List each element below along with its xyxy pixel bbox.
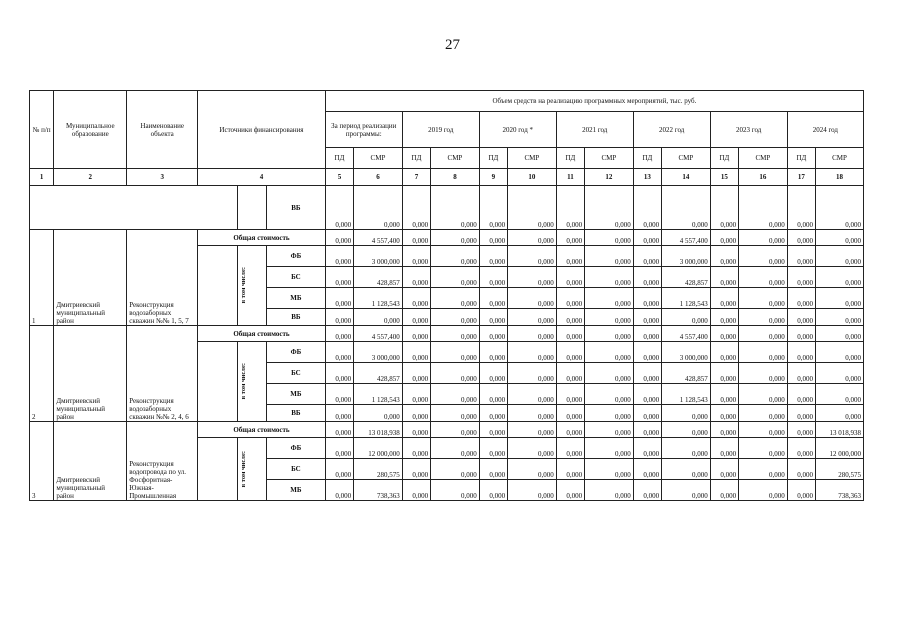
value-cell: 0,000	[508, 422, 557, 438]
sub-header: СМР	[431, 148, 480, 169]
value-cell: 0,000	[787, 246, 815, 267]
value-cell: 0,000	[556, 246, 584, 267]
value-cell: 0,000	[787, 480, 815, 501]
value-cell: 428,857	[662, 267, 711, 288]
column-number: 9	[479, 169, 507, 186]
row-number: 3	[30, 422, 54, 501]
empty-cell	[198, 246, 238, 326]
value-cell: 1 128,543	[354, 288, 403, 309]
value-cell: 0,000	[325, 309, 353, 326]
sub-header: ПД	[325, 148, 353, 169]
value-cell: 0,000	[739, 309, 788, 326]
sub-header: ПД	[710, 148, 738, 169]
source-label: БС	[267, 459, 326, 480]
value-cell: 1 128,543	[354, 384, 403, 405]
value-cell: 280,575	[816, 459, 864, 480]
value-cell: 0,000	[556, 422, 584, 438]
value-cell: 0,000	[508, 246, 557, 267]
value-cell: 0,000	[710, 384, 738, 405]
source-label: ФБ	[267, 246, 326, 267]
value-cell: 0,000	[787, 267, 815, 288]
value-cell: 0,000	[508, 326, 557, 342]
value-cell: 0,000	[508, 363, 557, 384]
value-cell: 0,000	[585, 480, 634, 501]
value-cell: 428,857	[354, 363, 403, 384]
value-cell: 0,000	[585, 267, 634, 288]
value-cell: 0,000	[325, 480, 353, 501]
value-cell: 0,000	[508, 309, 557, 326]
value-cell: 0,000	[633, 459, 661, 480]
value-cell: 0,000	[479, 246, 507, 267]
object-cell: Реконструкция водозаборных скважин №№ 2, 4, 6	[127, 326, 198, 422]
value-cell: 4 557,400	[662, 230, 711, 246]
municipality-cell: Дмитриевский муниципальный район	[54, 230, 127, 326]
header-volume: Объем средств на реализацию программных мероприятий, тыс. руб.	[325, 91, 863, 112]
header-num: № п/п	[30, 91, 54, 169]
value-cell: 0,000	[585, 309, 634, 326]
table-body	[30, 91, 864, 501]
value-cell: 0,000	[431, 288, 480, 309]
value-cell: 0,000	[816, 230, 864, 246]
value-cell: 0,000	[739, 384, 788, 405]
value-cell: 0,000	[325, 288, 353, 309]
value-cell: 0,000	[739, 288, 788, 309]
value-cell: 0,000	[633, 342, 661, 363]
value-cell: 0,000	[479, 405, 507, 422]
value-cell: 0,000	[325, 326, 353, 342]
value-cell: 0,000	[431, 309, 480, 326]
period-header: 2024 год	[787, 112, 863, 148]
sub-header: ПД	[402, 148, 430, 169]
value-cell: 0,000	[325, 405, 353, 422]
value-cell: 0,000	[787, 230, 815, 246]
value-cell: 0,000	[556, 342, 584, 363]
funding-table	[29, 90, 864, 501]
value-cell: 0,000	[556, 267, 584, 288]
empty-cell	[30, 186, 238, 230]
including-label: в том числе:	[239, 450, 247, 488]
value-cell: 1 128,543	[662, 384, 711, 405]
value-cell: 1 128,543	[662, 288, 711, 309]
empty-cell	[198, 438, 238, 501]
object-cell: Реконструкция водозаборных скважин №№ 1, 5, 7	[127, 230, 198, 326]
value-cell: 0,000	[710, 342, 738, 363]
empty-cell	[237, 186, 266, 230]
column-number: 5	[325, 169, 353, 186]
value-cell: 0,000	[710, 438, 738, 459]
value-cell: 0,000	[325, 422, 353, 438]
value-cell: 0,000	[402, 363, 430, 384]
value-cell: 0,000	[402, 459, 430, 480]
value-cell: 0,000	[508, 384, 557, 405]
column-number: 12	[585, 169, 634, 186]
value-cell: 0,000	[710, 480, 738, 501]
value-cell: 0,000	[662, 459, 711, 480]
value-cell: 0,000	[787, 459, 815, 480]
value-cell: 0,000	[710, 288, 738, 309]
value-cell: 0,000	[585, 342, 634, 363]
source-label: ВБ	[267, 309, 326, 326]
value-cell: 0,000	[354, 309, 403, 326]
value-cell: 0,000	[402, 230, 430, 246]
value-cell: 0,000	[585, 288, 634, 309]
value-cell: 0,000	[556, 363, 584, 384]
period-header: 2023 год	[710, 112, 787, 148]
value-cell: 0,000	[816, 309, 864, 326]
sub-header: ПД	[633, 148, 661, 169]
value-cell: 0,000	[585, 363, 634, 384]
value-cell: 0,000	[479, 363, 507, 384]
value-cell: 0,000	[479, 288, 507, 309]
value-cell: 0,000	[710, 246, 738, 267]
value-cell: 0,000	[633, 363, 661, 384]
value-cell: 0,000	[508, 288, 557, 309]
value-cell: 0,000	[710, 230, 738, 246]
value-cell: 0,000	[508, 230, 557, 246]
value-cell: 0,000	[816, 288, 864, 309]
value-cell: 0,000	[556, 405, 584, 422]
value-cell: 4 557,400	[354, 230, 403, 246]
value-cell: 0,000	[739, 459, 788, 480]
including-cell	[237, 246, 266, 326]
value-cell: 0,000	[479, 230, 507, 246]
value-cell: 0,000	[662, 309, 711, 326]
value-cell: 0,000	[402, 288, 430, 309]
value-cell: 0,000	[739, 326, 788, 342]
value-cell: 12 000,000	[354, 438, 403, 459]
value-cell: 0,000	[556, 230, 584, 246]
header-object: Наименование объекта	[127, 91, 198, 169]
column-number: 2	[54, 169, 127, 186]
value-cell: 280,575	[354, 459, 403, 480]
sub-header: ПД	[479, 148, 507, 169]
value-cell: 0,000	[556, 326, 584, 342]
table-row	[30, 422, 864, 438]
source-label: БС	[267, 363, 326, 384]
source-label: МБ	[267, 384, 326, 405]
sub-header: СМР	[739, 148, 788, 169]
row-number: 1	[30, 230, 54, 326]
value-cell: 0,000	[402, 267, 430, 288]
column-number: 15	[710, 169, 738, 186]
value-cell: 0,000	[402, 326, 430, 342]
value-cell: 3 000,000	[354, 246, 403, 267]
value-cell: 0,000	[556, 186, 584, 230]
value-cell: 0,000	[402, 438, 430, 459]
value-cell: 738,363	[354, 480, 403, 501]
value-cell: 0,000	[325, 438, 353, 459]
value-cell: 0,000	[662, 405, 711, 422]
value-cell: 0,000	[556, 288, 584, 309]
value-cell: 0,000	[431, 438, 480, 459]
value-cell: 0,000	[633, 438, 661, 459]
value-cell: 0,000	[633, 480, 661, 501]
including-label: в том числе:	[239, 363, 247, 400]
value-cell: 0,000	[431, 459, 480, 480]
value-cell: 3 000,000	[662, 246, 711, 267]
value-cell: 0,000	[633, 230, 661, 246]
column-number: 7	[402, 169, 430, 186]
value-cell: 0,000	[508, 342, 557, 363]
value-cell: 0,000	[479, 384, 507, 405]
value-cell: 0,000	[739, 246, 788, 267]
value-cell: 0,000	[479, 309, 507, 326]
column-number: 14	[662, 169, 711, 186]
period-header: 2020 год *	[479, 112, 556, 148]
value-cell: 0,000	[585, 459, 634, 480]
value-cell: 0,000	[633, 186, 661, 230]
value-cell: 0,000	[787, 326, 815, 342]
value-cell: 0,000	[402, 246, 430, 267]
value-cell: 0,000	[325, 342, 353, 363]
header-row-numbers	[30, 169, 864, 186]
municipality-cell: Дмитриевский муниципальный район	[54, 326, 127, 422]
value-cell: 0,000	[816, 342, 864, 363]
value-cell: 0,000	[816, 405, 864, 422]
value-cell: 0,000	[508, 438, 557, 459]
value-cell: 0,000	[508, 186, 557, 230]
value-cell: 0,000	[431, 326, 480, 342]
value-cell: 738,363	[816, 480, 864, 501]
value-cell: 0,000	[739, 363, 788, 384]
value-cell: 0,000	[739, 405, 788, 422]
period-header: 2021 год	[556, 112, 633, 148]
value-cell: 0,000	[479, 342, 507, 363]
value-cell: 13 018,938	[354, 422, 403, 438]
header-row-volume	[30, 91, 864, 112]
source-label: БС	[267, 267, 326, 288]
value-cell: 0,000	[431, 246, 480, 267]
value-cell: 0,000	[816, 186, 864, 230]
value-cell: 0,000	[479, 438, 507, 459]
value-cell: 0,000	[431, 230, 480, 246]
value-cell: 0,000	[585, 186, 634, 230]
including-cell	[237, 438, 266, 501]
value-cell: 0,000	[402, 480, 430, 501]
source-label: ВБ	[267, 186, 326, 230]
value-cell: 0,000	[585, 326, 634, 342]
value-cell: 0,000	[710, 326, 738, 342]
header-sources: Источники финансирования	[198, 91, 326, 169]
value-cell: 0,000	[816, 326, 864, 342]
including-cell	[237, 342, 266, 422]
value-cell: 0,000	[739, 186, 788, 230]
value-cell: 0,000	[585, 384, 634, 405]
value-cell: 0,000	[431, 480, 480, 501]
value-cell: 0,000	[739, 480, 788, 501]
period-header: 2019 год	[402, 112, 479, 148]
value-cell: 3 000,000	[354, 342, 403, 363]
value-cell: 0,000	[479, 326, 507, 342]
column-number: 16	[739, 169, 788, 186]
value-cell: 0,000	[556, 459, 584, 480]
value-cell: 0,000	[508, 459, 557, 480]
value-cell: 0,000	[431, 186, 480, 230]
source-label: ВБ	[267, 405, 326, 422]
value-cell: 13 018,938	[816, 422, 864, 438]
table-row	[30, 230, 864, 246]
value-cell: 0,000	[325, 459, 353, 480]
value-cell: 0,000	[816, 246, 864, 267]
value-cell: 0,000	[402, 384, 430, 405]
value-cell: 0,000	[479, 459, 507, 480]
period-header: 2022 год	[633, 112, 710, 148]
value-cell: 0,000	[402, 422, 430, 438]
including-label: в том числе:	[239, 267, 247, 304]
value-cell: 0,000	[787, 309, 815, 326]
value-cell: 0,000	[585, 438, 634, 459]
value-cell: 0,000	[556, 438, 584, 459]
value-cell: 0,000	[402, 186, 430, 230]
value-cell: 0,000	[633, 384, 661, 405]
value-cell: 0,000	[354, 405, 403, 422]
source-label: МБ	[267, 288, 326, 309]
value-cell: 0,000	[662, 186, 711, 230]
value-cell: 0,000	[479, 186, 507, 230]
table-row	[30, 186, 864, 230]
sub-header: СМР	[585, 148, 634, 169]
column-number: 8	[431, 169, 480, 186]
value-cell: 0,000	[739, 422, 788, 438]
value-cell: 0,000	[787, 422, 815, 438]
column-number: 10	[508, 169, 557, 186]
value-cell: 0,000	[662, 422, 711, 438]
column-number: 17	[787, 169, 815, 186]
value-cell: 0,000	[431, 384, 480, 405]
sub-header: ПД	[787, 148, 815, 169]
row-number: 2	[30, 326, 54, 422]
column-number: 4	[198, 169, 326, 186]
municipality-cell: Дмитриевский муниципальный район	[54, 422, 127, 501]
column-number: 1	[30, 169, 54, 186]
value-cell: 0,000	[402, 405, 430, 422]
value-cell: 0,000	[508, 267, 557, 288]
total-label: Общая стоимость	[198, 326, 326, 342]
column-number: 6	[354, 169, 403, 186]
sub-header: СМР	[508, 148, 557, 169]
value-cell: 428,857	[354, 267, 403, 288]
value-cell: 0,000	[431, 405, 480, 422]
value-cell: 0,000	[556, 309, 584, 326]
value-cell: 0,000	[633, 288, 661, 309]
value-cell: 0,000	[662, 438, 711, 459]
value-cell: 12 000,000	[816, 438, 864, 459]
value-cell: 0,000	[325, 246, 353, 267]
value-cell: 0,000	[479, 480, 507, 501]
value-cell: 0,000	[633, 267, 661, 288]
value-cell: 0,000	[633, 309, 661, 326]
page-number: 27	[445, 37, 460, 53]
source-label: ФБ	[267, 342, 326, 363]
table-row	[30, 326, 864, 342]
value-cell: 0,000	[325, 230, 353, 246]
value-cell: 0,000	[710, 459, 738, 480]
sub-header: ПД	[556, 148, 584, 169]
empty-cell	[198, 342, 238, 422]
sub-header: СМР	[354, 148, 403, 169]
value-cell: 0,000	[508, 405, 557, 422]
header-municipality: Муниципальное образование	[54, 91, 127, 169]
object-cell: Реконструкция водопровода по ул. Фосфоритная-Южная-Промышленная	[127, 422, 198, 501]
value-cell: 0,000	[710, 309, 738, 326]
value-cell: 0,000	[402, 342, 430, 363]
value-cell: 0,000	[787, 438, 815, 459]
value-cell: 0,000	[710, 405, 738, 422]
value-cell: 0,000	[787, 342, 815, 363]
value-cell: 0,000	[556, 480, 584, 501]
value-cell: 0,000	[585, 230, 634, 246]
value-cell: 0,000	[710, 267, 738, 288]
value-cell: 0,000	[325, 267, 353, 288]
value-cell: 0,000	[816, 363, 864, 384]
value-cell: 0,000	[325, 363, 353, 384]
column-number: 18	[816, 169, 864, 186]
total-label: Общая стоимость	[198, 230, 326, 246]
value-cell: 0,000	[633, 405, 661, 422]
value-cell: 0,000	[787, 288, 815, 309]
value-cell: 0,000	[633, 246, 661, 267]
column-number: 11	[556, 169, 584, 186]
value-cell: 0,000	[787, 186, 815, 230]
source-label: МБ	[267, 480, 326, 501]
value-cell: 0,000	[710, 422, 738, 438]
column-number: 3	[127, 169, 198, 186]
column-number: 13	[633, 169, 661, 186]
period-header: За период реализации программы:	[325, 112, 402, 148]
value-cell: 0,000	[431, 267, 480, 288]
value-cell: 0,000	[354, 186, 403, 230]
value-cell: 0,000	[816, 267, 864, 288]
source-label: ФБ	[267, 438, 326, 459]
value-cell: 0,000	[508, 480, 557, 501]
sub-header: СМР	[816, 148, 864, 169]
value-cell: 0,000	[739, 230, 788, 246]
value-cell: 0,000	[739, 342, 788, 363]
value-cell: 0,000	[787, 405, 815, 422]
value-cell: 4 557,400	[354, 326, 403, 342]
value-cell: 0,000	[402, 309, 430, 326]
value-cell: 3 000,000	[662, 342, 711, 363]
value-cell: 0,000	[633, 422, 661, 438]
value-cell: 0,000	[556, 384, 584, 405]
total-label: Общая стоимость	[198, 422, 326, 438]
value-cell: 0,000	[325, 384, 353, 405]
value-cell: 0,000	[431, 422, 480, 438]
value-cell: 0,000	[585, 422, 634, 438]
value-cell: 428,857	[662, 363, 711, 384]
value-cell: 0,000	[787, 363, 815, 384]
value-cell: 0,000	[633, 326, 661, 342]
sub-header: СМР	[662, 148, 711, 169]
value-cell: 0,000	[585, 246, 634, 267]
value-cell: 0,000	[710, 363, 738, 384]
value-cell: 0,000	[431, 342, 480, 363]
value-cell: 0,000	[710, 186, 738, 230]
value-cell: 0,000	[479, 422, 507, 438]
value-cell: 0,000	[739, 438, 788, 459]
value-cell: 0,000	[662, 480, 711, 501]
value-cell: 0,000	[739, 267, 788, 288]
value-cell: 0,000	[787, 384, 815, 405]
value-cell: 0,000	[816, 384, 864, 405]
value-cell: 0,000	[325, 186, 353, 230]
value-cell: 0,000	[479, 267, 507, 288]
value-cell: 4 557,400	[662, 326, 711, 342]
value-cell: 0,000	[431, 363, 480, 384]
value-cell: 0,000	[585, 405, 634, 422]
